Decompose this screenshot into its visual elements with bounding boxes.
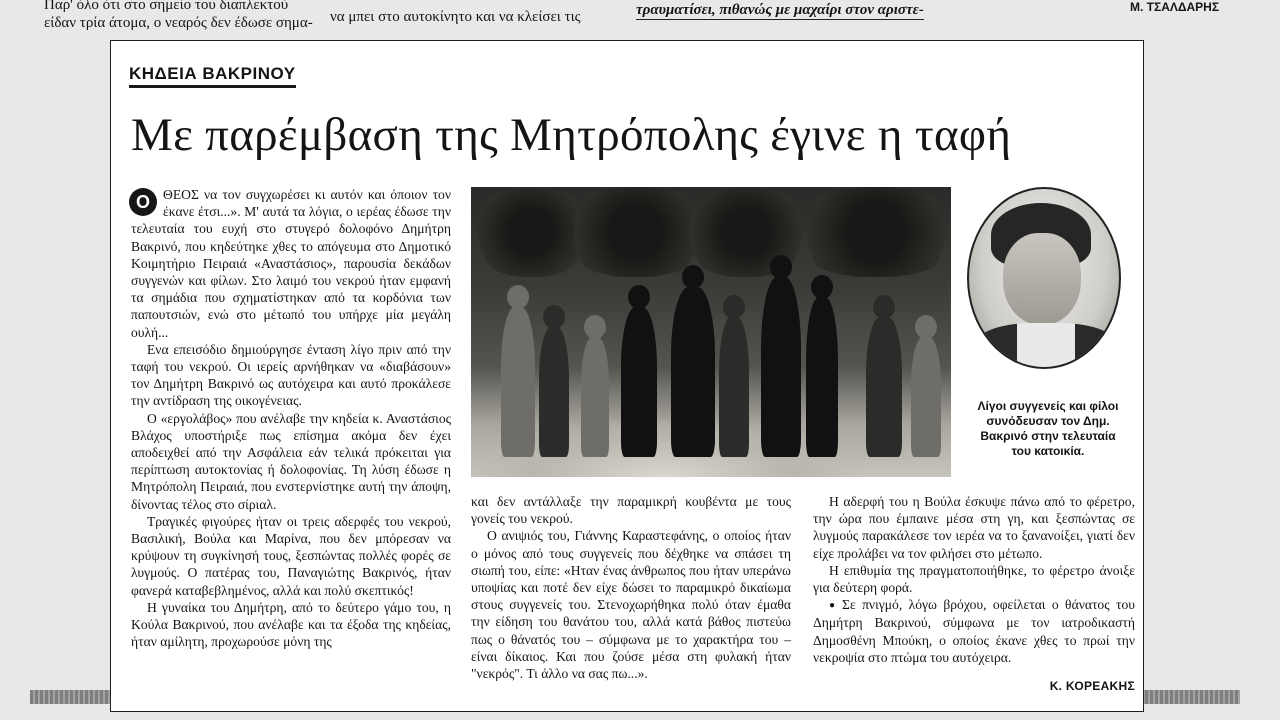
- article-clipping: [110, 40, 1144, 712]
- text-column-2: [471, 493, 791, 682]
- paragraph-7: Ο ανιψιός του, Γιάννης Καραστεφάνης, ο οποίος ήταν ο μόνος από τους συγγενείς που δέχθηκε να σπάσει τη σιωπή του, είπε: «Ηταν ένας άνθρωπος που ήταν υπεράνω υποψίας και ποτέ δεν είχε δώσει το παραμικρό δικαίωμα στους συγγενείς του. Στενοχωρήθηκα πολύ όταν έμαθα την είδηση του θανάτου του, αλλά κατά βάθος πιστεύω πως ο θάνατός του – σύμφωνα με το χαρακτήρα του – είναι δίκαιος. Και που ζούσε μέσα στη φυλακή ήταν "νεκρός". Τι άλλο να σας πω...».: [471, 528, 791, 682]
- text-column-1: [131, 186, 451, 650]
- text-column-3: [813, 493, 1135, 695]
- article-byline: Κ. ΚΟΡΕΑΚΗΣ: [1049, 679, 1135, 694]
- top-fragment-right: τραυματίσει, πιθανώς με μαχαίρι στον αριστε-: [636, 2, 924, 18]
- paragraph-6: και δεν αντάλλαξε την παραμικρή κουβέντα με τους γονείς του νεκρού.: [471, 494, 791, 527]
- top-fragment-left-line1: Παρ' όλο ότι στο σημείο του διαπλεκτού: [44, 0, 289, 13]
- top-fragment-byline: Μ. ΤΣΑΛΔΑΡΗΣ: [1130, 0, 1220, 14]
- paragraph-8: Η αδερφή του η Βούλα έσκυψε πάνω από το φέρετρο, την ώρα που έμπαινε μέσα στη γη, και ξεσπώντας σε λυγμούς παρακάλεσε τον ιερέα να το ξανανοίξει, γιατί δεν είχε προλάβει να τον φιλήσει στο μέτωπο.: [813, 494, 1135, 561]
- funeral-photo: [471, 187, 951, 477]
- paragraph-5: Η γυναίκα του Δημήτρη, από το δεύτερο γάμο του, η Κούλα Βακρινού, που ανέλαβε και τα έξοδα της κηδείας, ήταν αμίλητη, προχωρούσε μόνη της: [131, 599, 451, 650]
- paragraph-2: Ενα επεισόδιο δημιούργησε ένταση λίγο πριν από την ταφή του νεκρού. Οι ιερείς αρνήθηκαν να «διαβάσουν» τον Δημήτρη Βακρινό ως αυτόχειρα και αυτό προκάλεσε την αντίδραση της οικογένειας.: [131, 341, 451, 409]
- bullet-icon: ●: [829, 600, 839, 612]
- top-fragment-left: [44, 0, 313, 32]
- paragraph-10-text: Σε πνιγμό, λόγω βρόχου, οφείλεται ο θάνατος του Δημήτρη Βακρινού, σύμφωνα με τον ιατροδικαστή Δημοσθένη Μπούκη, ο οποίος έκανε χθες το πρωί την νεκροψία στο πτώμα του αυτόχειρα.: [813, 597, 1135, 665]
- top-fragment-middle: να μπει στο αυτοκίνητο και να κλείσει τις: [330, 9, 581, 25]
- photo-caption: Λίγοι συγγενείς και φίλοι συνόδευσαν τον Δημ. Βακρινό στην τελευταία του κατοικία.: [977, 399, 1119, 458]
- top-fragment-left-line2: είδαν τρία άτομα, ο νεαρός δεν έδωσε σημα-: [44, 15, 313, 31]
- paragraph-3: Ο «εργολάβος» που ανέλαβε την κηδεία κ. Αναστάσιος Βλάχος υποστήριξε πως επίσημα ακόμα δεν έχει αποδειχθεί από την Ασφάλεια εάν τελικά πρόκειται για περίπτωση αυτοκτονίας ή δολοφονίας. Τη λύση έδωσε η Μητρόπολη Πειραιά, που ενστερνίστηκε αυτή την άποψη, δίνοντας τέλος στο σίριαλ.: [131, 410, 451, 512]
- article-kicker: ΚΗΔΕΙΑ ΒΑΚΡΙΝΟΥ: [129, 64, 296, 88]
- paragraph-1: [131, 186, 451, 341]
- portrait-photo: [967, 187, 1121, 369]
- drop-cap: Ο: [129, 188, 157, 216]
- paragraph-1-text: ΘΕΟΣ να τον συγχωρέσει κι αυτόν και όποιον τον έκανε έτσι...». Μ' αυτά τα λόγια, ο ιερέας έδωσε την τελευταία του ευχή στο στυγερό δολοφόνο Δημήτρη Βακρινό, που κηδεύτηκε χθες το απόγευμα στο Δημοτικό Κοιμητήριο Πειραιά «Αναστάσιος», παρουσία δεκάδων συγγενών και φίλων. Στο λαιμό του νεκρού ήταν εμφανή τα σημάδια που σχηματίστηκαν από τα κορδόνια των παπουτσιών, ενώ στο μέτωπό του υπήρχε μία μεγάλη ουλή...: [131, 187, 451, 340]
- paragraph-4: Τραγικές φιγούρες ήταν οι τρεις αδερφές του νεκρού, Βασιλική, Βούλα και Μαρίνα, που δεν μπόρεσαν να κρύψουν τη συγκίνησή τους, ξεσπώντας πολλές φορές σε λυγμούς. Ο πατέρας του, Παναγιώτης Βακρινός, ήταν φανερά καταβεβλημένος, αλλά και πολύ σκεπτικός!: [131, 513, 451, 598]
- paragraph-9: Η επιθυμία της πραγματοποιήθηκε, το φέρετρο άνοιξε για δεύτερη φορά.: [813, 562, 1135, 596]
- article-headline: Με παρέμβαση της Μητρόπολης έγινε η ταφή: [131, 109, 1012, 161]
- paragraph-10: [813, 596, 1135, 666]
